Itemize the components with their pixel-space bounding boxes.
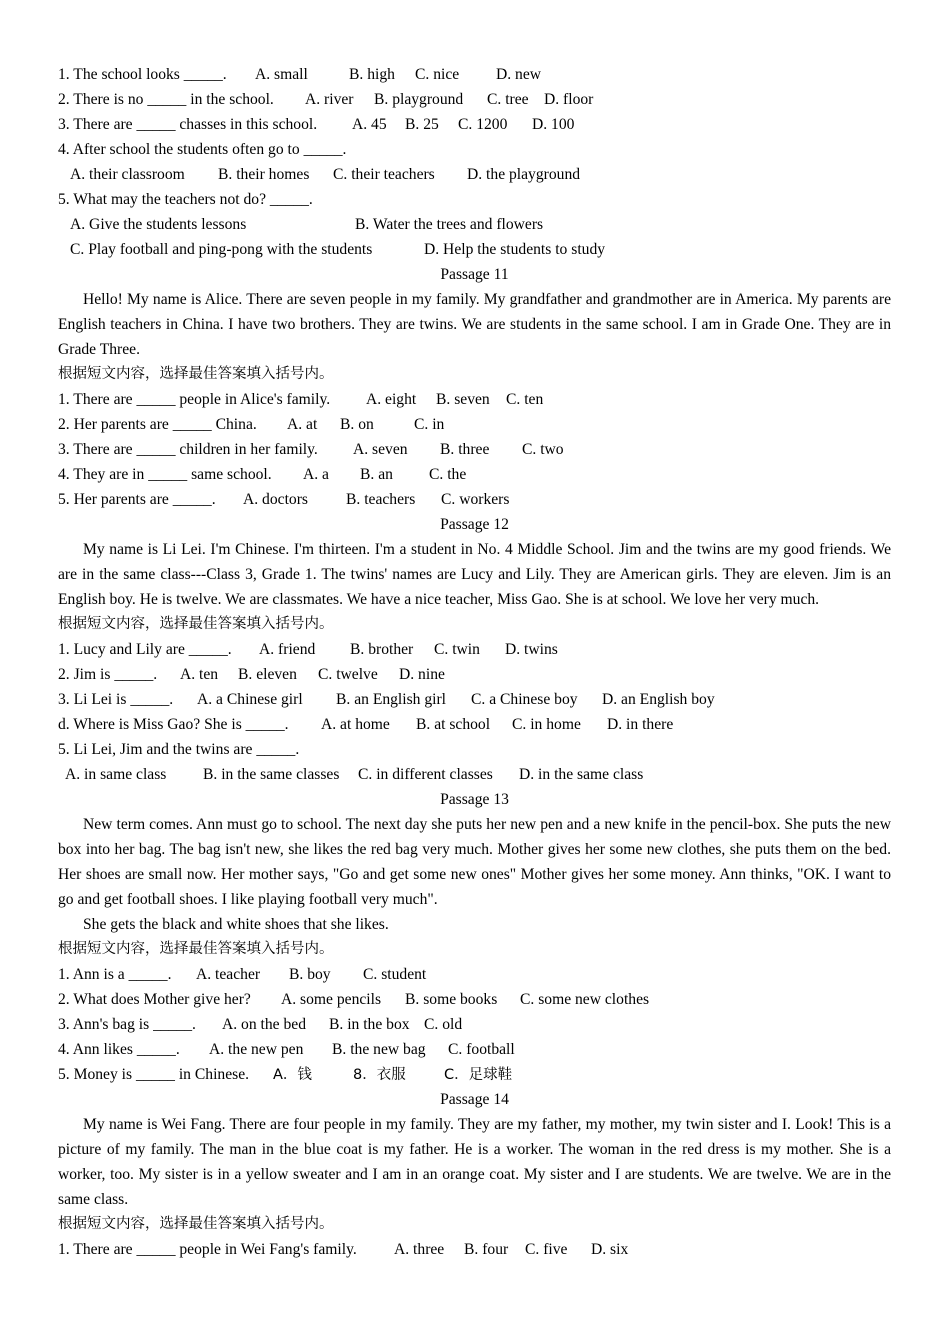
option: C. 1200	[458, 116, 508, 133]
option: C. the	[429, 466, 467, 483]
passage-text: She gets the black and white shoes that she likes.	[83, 916, 389, 933]
option: B. high	[349, 66, 395, 83]
option: D. an English boy	[602, 691, 715, 708]
option: B. an	[360, 466, 393, 483]
option: A. ten	[180, 666, 219, 683]
option: C. in	[414, 416, 445, 433]
option: D. in there	[607, 716, 674, 733]
option: A. a	[303, 466, 329, 483]
option: C. some new clothes	[520, 991, 650, 1008]
options-line	[58, 212, 891, 237]
question-line	[58, 962, 891, 987]
question-stem: 3. Li Lei is _____.	[58, 691, 174, 708]
option: A．钱	[273, 1067, 312, 1083]
option: B. in the box	[329, 1016, 410, 1033]
option: C. a Chinese boy	[471, 691, 578, 708]
option: D. new	[496, 66, 542, 83]
option: B. four	[464, 1241, 509, 1258]
question-stem: 5. Li Lei, Jim and the twins are _____.	[58, 741, 300, 758]
passage-title: Passage 13	[440, 791, 509, 808]
question-stem: 5. What may the teachers not do? _____.	[58, 191, 313, 208]
question-stem: 4. Ann likes _____.	[58, 1041, 180, 1058]
instruction: 根据短文内容，选择最佳答案填入括号内。	[58, 616, 334, 632]
option: C. tree	[487, 91, 529, 108]
question-line	[58, 87, 891, 112]
option: C. Play football and ping-pong with the students	[70, 241, 373, 258]
question-line	[58, 1237, 891, 1262]
option: A. seven	[353, 441, 408, 458]
option: A. on the bed	[222, 1016, 307, 1033]
option: B. boy	[289, 966, 331, 983]
option: C. old	[424, 1016, 463, 1033]
options-line	[58, 162, 891, 187]
option: A. teacher	[196, 966, 261, 983]
passage-title: Passage 11	[440, 266, 509, 283]
passage-title: Passage 14	[440, 1091, 509, 1108]
question-line	[58, 187, 891, 212]
question-stem: 1. The school looks _____.	[58, 66, 227, 83]
option: D. six	[591, 1241, 629, 1258]
option: B. the new bag	[332, 1041, 426, 1058]
question-stem: 1. Lucy and Lily are _____.	[58, 641, 232, 658]
option: D. Help the students to study	[424, 241, 606, 258]
passage-text: My name is Wei Fang. There are four people in my family. They are my father, my mother, my twin sister and I. Look! This is a picture of my family. The man in the blue coat is my father. He is a worker. The woman in the red dress is my mother. She is a worker, too. My sister is in a yellow sweater and I am in an orange coat. My sister and I are students. We are twelve. We are in the same class.	[58, 1116, 891, 1208]
option: C. student	[363, 966, 427, 983]
option: D. twins	[505, 641, 558, 658]
option: A. a Chinese girl	[197, 691, 303, 708]
option: C. in different classes	[358, 766, 493, 783]
option: B. 25	[405, 116, 439, 133]
option: A. their classroom	[70, 166, 185, 183]
option: C．足球鞋	[444, 1067, 513, 1083]
passage-text: New term comes. Ann must go to school. The next day she puts her new pen and a new knife in the pencil-box. She puts the new box into her bag. The bag isn't new, she likes the red bag very much. Mother gives her some new clothes, she puts them on the bed. Her shoes are small now. Her mother says, "Go and get some new ones" Mother gives her some money. Ann thinks, "OK. I want to go and get football shoes. I like playing football very much".	[58, 816, 891, 908]
question-line	[58, 437, 891, 462]
option: B. an English girl	[336, 691, 447, 708]
question-stem: 5. Money is _____ in Chinese.	[58, 1066, 250, 1083]
option: A. in same class	[65, 766, 167, 783]
option: C. their teachers	[333, 166, 435, 183]
option: C. football	[448, 1041, 515, 1058]
option: A. some pencils	[281, 991, 382, 1008]
options-line	[58, 762, 891, 787]
option: B. some books	[405, 991, 498, 1008]
option: B. teachers	[346, 491, 416, 508]
option: C. workers	[441, 491, 510, 508]
option: A. river	[305, 91, 354, 108]
option: D. in the same class	[519, 766, 644, 783]
option: B. on	[340, 416, 374, 433]
instruction: 根据短文内容，选择最佳答案填入括号内。	[58, 366, 334, 382]
option: B. brother	[350, 641, 414, 658]
question-stem: 4. After school the students often go to _____.	[58, 141, 347, 158]
question-line	[58, 387, 891, 412]
option: A. small	[255, 66, 308, 83]
question-stem: 2. What does Mother give her?	[58, 991, 251, 1008]
option: D. nine	[399, 666, 445, 683]
option: 8．衣服	[353, 1067, 406, 1083]
document-content	[58, 62, 891, 1262]
passage-text: My name is Li Lei. I'm Chinese. I'm thirteen. I'm a student in No. 4 Middle School. Jim and the twins are my good friends. We are in the same class---Class 3, Grade 1. The twins' names are Lucy and Lily. They are American girls. They are eleven. Jim is an English boy. He is twelve. We are classmates. We have a nice teacher, Miss Gao. She is at school. We love her very much.	[58, 541, 891, 608]
question-stem: 3. Ann's bag is _____.	[58, 1016, 196, 1033]
question-stem: 1. Ann is a _____.	[58, 966, 172, 983]
question-line	[58, 62, 891, 87]
option: D. 100	[532, 116, 575, 133]
option: C. in home	[512, 716, 581, 733]
option: A. the new pen	[209, 1041, 304, 1058]
option: B. at school	[416, 716, 491, 733]
passage-title: Passage 12	[440, 516, 509, 533]
question-stem: 5. Her parents are _____.	[58, 491, 216, 508]
option: B. playground	[374, 91, 464, 108]
option: A. at	[287, 416, 318, 433]
question-line	[58, 112, 891, 137]
option: B. eleven	[238, 666, 297, 683]
option: D. floor	[544, 91, 594, 108]
option: A. friend	[259, 641, 316, 658]
option: A. three	[394, 1241, 445, 1258]
question-line	[58, 687, 891, 712]
question-line	[58, 1012, 891, 1037]
option: D. the playground	[467, 166, 581, 183]
option: A. doctors	[243, 491, 308, 508]
question-stem: 2. Her parents are _____ China.	[58, 416, 257, 433]
passage-text: Hello! My name is Alice. There are seven people in my family. My grandfather and grandmother are in America. My parents are English teachers in China. I have two brothers. They are twins. We are students in the same school. I am in Grade One. They are in Grade Three.	[58, 291, 891, 358]
option: B. three	[440, 441, 490, 458]
question-line	[58, 1037, 891, 1062]
option: B. in the same classes	[203, 766, 340, 783]
option: A. at home	[321, 716, 390, 733]
option: C. twelve	[318, 666, 378, 683]
question-line	[58, 137, 891, 162]
question-stem: 1. There are _____ people in Alice's family.	[58, 391, 331, 408]
instruction: 根据短文内容，选择最佳答案填入括号内。	[58, 941, 334, 957]
question-line	[58, 637, 891, 662]
option: C. five	[525, 1241, 568, 1258]
question-line	[58, 412, 891, 437]
question-line	[58, 1062, 891, 1087]
question-stem: 3. There are _____ chasses in this school.	[58, 116, 318, 133]
question-stem: 4. They are in _____ same school.	[58, 466, 272, 483]
question-stem: 3. There are _____ children in her family.	[58, 441, 318, 458]
question-line	[58, 487, 891, 512]
option: B. Water the trees and flowers	[355, 216, 544, 233]
question-stem: 2. Jim is _____.	[58, 666, 158, 683]
option: A. 45	[352, 116, 387, 133]
question-line	[58, 462, 891, 487]
option: C. ten	[506, 391, 544, 408]
option: C. two	[522, 441, 564, 458]
option: C. nice	[415, 66, 460, 83]
question-stem: d. Where is Miss Gao? She is _____.	[58, 716, 289, 733]
option: A. Give the students lessons	[70, 216, 247, 233]
instruction: 根据短文内容，选择最佳答案填入括号内。	[58, 1216, 334, 1232]
question-line	[58, 712, 891, 737]
option: C. twin	[434, 641, 480, 658]
option: B. seven	[436, 391, 490, 408]
question-line	[58, 987, 891, 1012]
question-stem: 1. There are _____ people in Wei Fang's family.	[58, 1241, 357, 1258]
question-stem: 2. There is no _____ in the school.	[58, 91, 274, 108]
options-line	[58, 237, 891, 262]
question-line	[58, 662, 891, 687]
question-line	[58, 737, 891, 762]
option: A. eight	[366, 391, 417, 408]
option: B. their homes	[218, 166, 310, 183]
